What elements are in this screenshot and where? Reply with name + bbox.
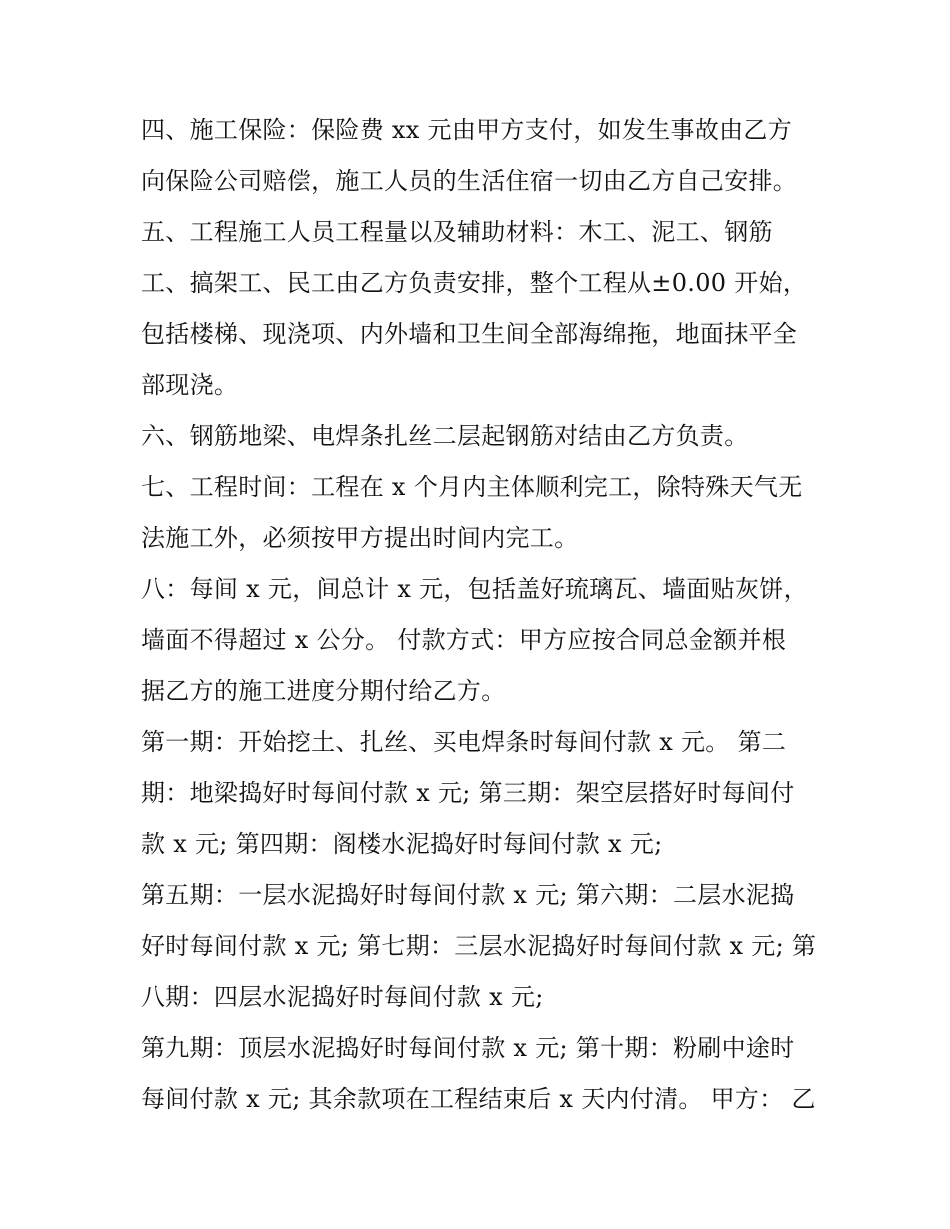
text-line: 八期：四层水泥捣好时每间付款 x 元; — [141, 983, 544, 1011]
text-line: 好时每间付款 x 元; 第七期：三层水泥捣好时每间付款 x 元; 第 — [141, 932, 817, 960]
text-line: 工、搞架工、民工由乙方负责安排，整个工程从±0.00 开始， — [141, 269, 808, 297]
text-line: 向保险公司赔偿，施工人员的生活住宿一切由乙方自己安排。 — [141, 167, 798, 195]
text-line: 四、施工保险：保险费 xx 元由甲方支付，如发生事故由乙方 — [141, 116, 793, 144]
text-line: 第五期：一层水泥捣好时每间付款 x 元; 第六期：二层水泥捣 — [141, 881, 795, 909]
text-line: 六、钢筋地梁、电焊条扎丝二层起钢筋对结由乙方负责。 — [141, 422, 749, 450]
text-line: 八：每间 x 元，间总计 x 元，包括盖好琉璃瓦、墙面贴灰饼， — [141, 575, 808, 603]
text-line: 法施工外，必须按甲方提出时间内完工。 — [141, 524, 579, 552]
text-line: 款 x 元; 第四期：阁楼水泥捣好时每间付款 x 元; — [141, 830, 663, 858]
text-line: 五、工程施工人员工程量以及辅助材料：木工、泥工、钢筋 — [141, 218, 773, 246]
text-line: 据乙方的施工进度分期付给乙方。 — [141, 677, 506, 705]
text-line: 包括楼梯、现浇项、内外墙和卫生间全部海绵拖，地面抹平全 — [141, 320, 798, 348]
text-line: 第一期：开始挖土、扎丝、买电焊条时每间付款 x 元。 第二 — [141, 728, 787, 756]
text-line: 期：地梁捣好时每间付款 x 元; 第三期：架空层搭好时每间付 — [141, 779, 795, 807]
text-line: 每间付款 x 元; 其余款项在工程结束后 x 天内付清。 甲方： 乙 — [141, 1085, 816, 1113]
text-line: 第九期：顶层水泥捣好时每间付款 x 元; 第十期：粉刷中途时 — [141, 1034, 795, 1062]
text-line: 墙面不得超过 x 公分。 付款方式：甲方应按合同总金额并根 — [141, 626, 787, 654]
document-page — [141, 105, 821, 1125]
text-line: 七、工程时间：工程在 x 个月内主体顺利完工，除特殊天气无 — [141, 473, 803, 501]
text-line: 部现浇。 — [141, 371, 239, 399]
